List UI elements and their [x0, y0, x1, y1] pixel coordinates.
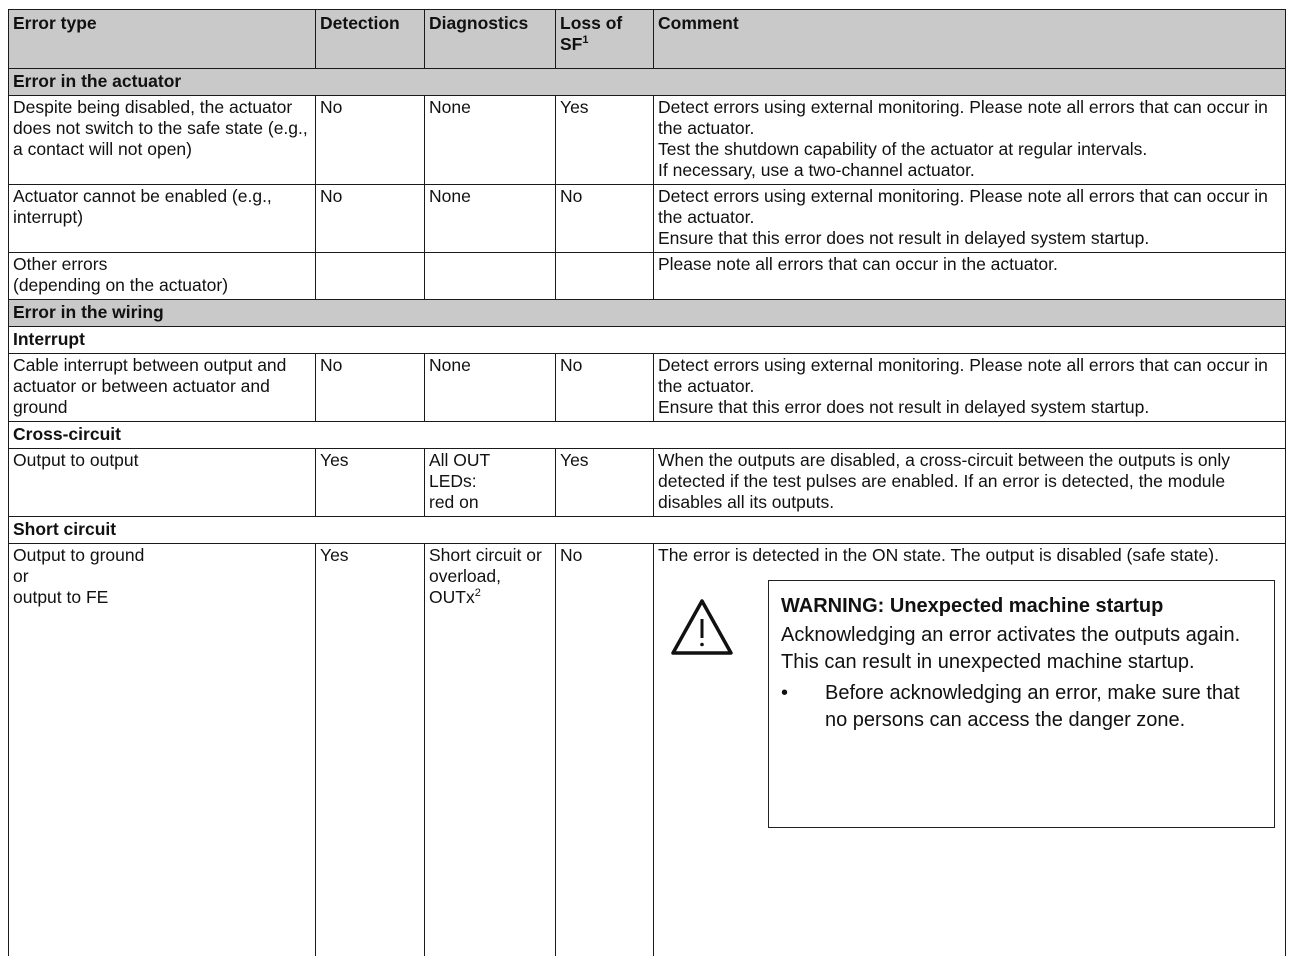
comment-line: Ensure that this error does not result in delayed system startup.	[658, 228, 1150, 248]
table-row	[9, 96, 1286, 185]
cell-comment	[654, 96, 1286, 185]
cell-diagnostics	[425, 449, 556, 517]
warning-list-text: Before acknowledging an error, make sure that no persons can access the danger zone.	[825, 682, 1240, 731]
warning-list-item	[781, 680, 1264, 734]
cell-error-type: Actuator cannot be enabled (e.g., interrupt)	[9, 185, 316, 253]
warning-notice	[658, 580, 1281, 880]
cell-loss-of-sf: No	[556, 544, 654, 957]
comment-line: The error is detected in the ON state. The output is disabled (safe state).	[658, 545, 1219, 565]
cell-error-type: Cable interrupt between output and actuator or between actuator and ground	[9, 354, 316, 422]
header-loss-of-sf-label: Loss of SF	[560, 13, 623, 54]
cell-comment	[654, 449, 1286, 517]
subsection-cross-circuit: Cross-circuit	[9, 422, 1286, 449]
cell-diagnostics: None	[425, 185, 556, 253]
table-row	[9, 253, 1286, 300]
section-wiring: Error in the wiring	[9, 300, 1286, 327]
cell-loss-of-sf: No	[556, 354, 654, 422]
comment-line: When the outputs are disabled, a cross-circuit between the outputs is only detected if the test pulses are enabled. If an error is detected, the module disables all its outputs.	[658, 450, 1230, 512]
diagnostics-text: Short circuit or overload, OUTx	[429, 545, 542, 607]
cell-diagnostics	[425, 253, 556, 300]
cell-detection	[316, 253, 425, 300]
section-row	[9, 69, 1286, 96]
comment-line: Test the shutdown capability of the actuator at regular intervals.	[658, 139, 1148, 159]
error-line: (depending on the actuator)	[13, 275, 229, 295]
cell-diagnostics	[425, 544, 556, 957]
table-row	[9, 354, 1286, 422]
cell-loss-of-sf	[556, 253, 654, 300]
diagnostics-line: red on	[429, 492, 479, 512]
warning-list	[781, 680, 1264, 734]
section-actuator: Error in the actuator	[9, 69, 1286, 96]
header-diagnostics: Diagnostics	[425, 10, 556, 69]
footnote-2-marker: 2	[474, 587, 481, 600]
comment-line: Detect errors using external monitoring. Please note all errors that can occur in the actuator.	[658, 97, 1268, 138]
header-error-type: Error type	[9, 10, 316, 69]
cell-comment	[654, 354, 1286, 422]
cell-detection: Yes	[316, 449, 425, 517]
cell-detection: No	[316, 96, 425, 185]
header-detection: Detection	[316, 10, 425, 69]
cell-diagnostics: None	[425, 96, 556, 185]
table-row	[9, 185, 1286, 253]
cell-detection: Yes	[316, 544, 425, 957]
error-line: Other errors	[13, 254, 108, 274]
cell-error-type	[9, 544, 316, 957]
cell-loss-of-sf: Yes	[556, 96, 654, 185]
footnote-1-marker: 1	[582, 34, 589, 47]
cell-comment	[654, 544, 1286, 957]
diagnostics-line: All OUT	[429, 450, 491, 470]
diagnostics-line: LEDs:	[429, 471, 477, 491]
comment-line: Please note all errors that can occur in the actuator.	[658, 254, 1058, 274]
subsection-row	[9, 327, 1286, 354]
warning-title: WARNING: Unexpected machine startup	[781, 595, 1164, 617]
bullet-icon: •	[781, 682, 789, 704]
cell-diagnostics: None	[425, 354, 556, 422]
cell-comment	[654, 253, 1286, 300]
header-loss-of-sf	[556, 10, 654, 69]
cell-detection: No	[316, 185, 425, 253]
cell-comment	[654, 185, 1286, 253]
cell-loss-of-sf: No	[556, 185, 654, 253]
header-comment: Comment	[654, 10, 1286, 69]
cell-error-type: Despite being disabled, the actuator does not switch to the safe state (e.g., a contact will not open)	[9, 96, 316, 185]
error-table	[8, 9, 1286, 956]
comment-line: Detect errors using external monitoring. Please note all errors that can occur in the actuator.	[658, 186, 1268, 227]
error-line: Output to ground	[13, 545, 145, 565]
cell-loss-of-sf: Yes	[556, 449, 654, 517]
warning-triangle-icon	[670, 598, 734, 656]
comment-line: Ensure that this error does not result in delayed system startup.	[658, 397, 1150, 417]
subsection-short-circuit: Short circuit	[9, 517, 1286, 544]
section-row	[9, 300, 1286, 327]
error-line: output to FE	[13, 587, 109, 607]
warning-text: Acknowledging an error activates the outputs again. This can result in unexpected machine startup.	[781, 624, 1241, 673]
table-row	[9, 449, 1286, 517]
subsection-row	[9, 517, 1286, 544]
table-row	[9, 544, 1286, 957]
subsection-interrupt: Interrupt	[9, 327, 1286, 354]
error-line: or	[13, 566, 29, 586]
cell-detection: No	[316, 354, 425, 422]
cell-error-type	[9, 253, 316, 300]
warning-box	[768, 580, 1275, 828]
comment-line: If necessary, use a two-channel actuator.	[658, 160, 975, 180]
comment-line: Detect errors using external monitoring. Please note all errors that can occur in the actuator.	[658, 355, 1268, 396]
subsection-row	[9, 422, 1286, 449]
cell-error-type: Output to output	[9, 449, 316, 517]
header-row	[9, 10, 1286, 69]
